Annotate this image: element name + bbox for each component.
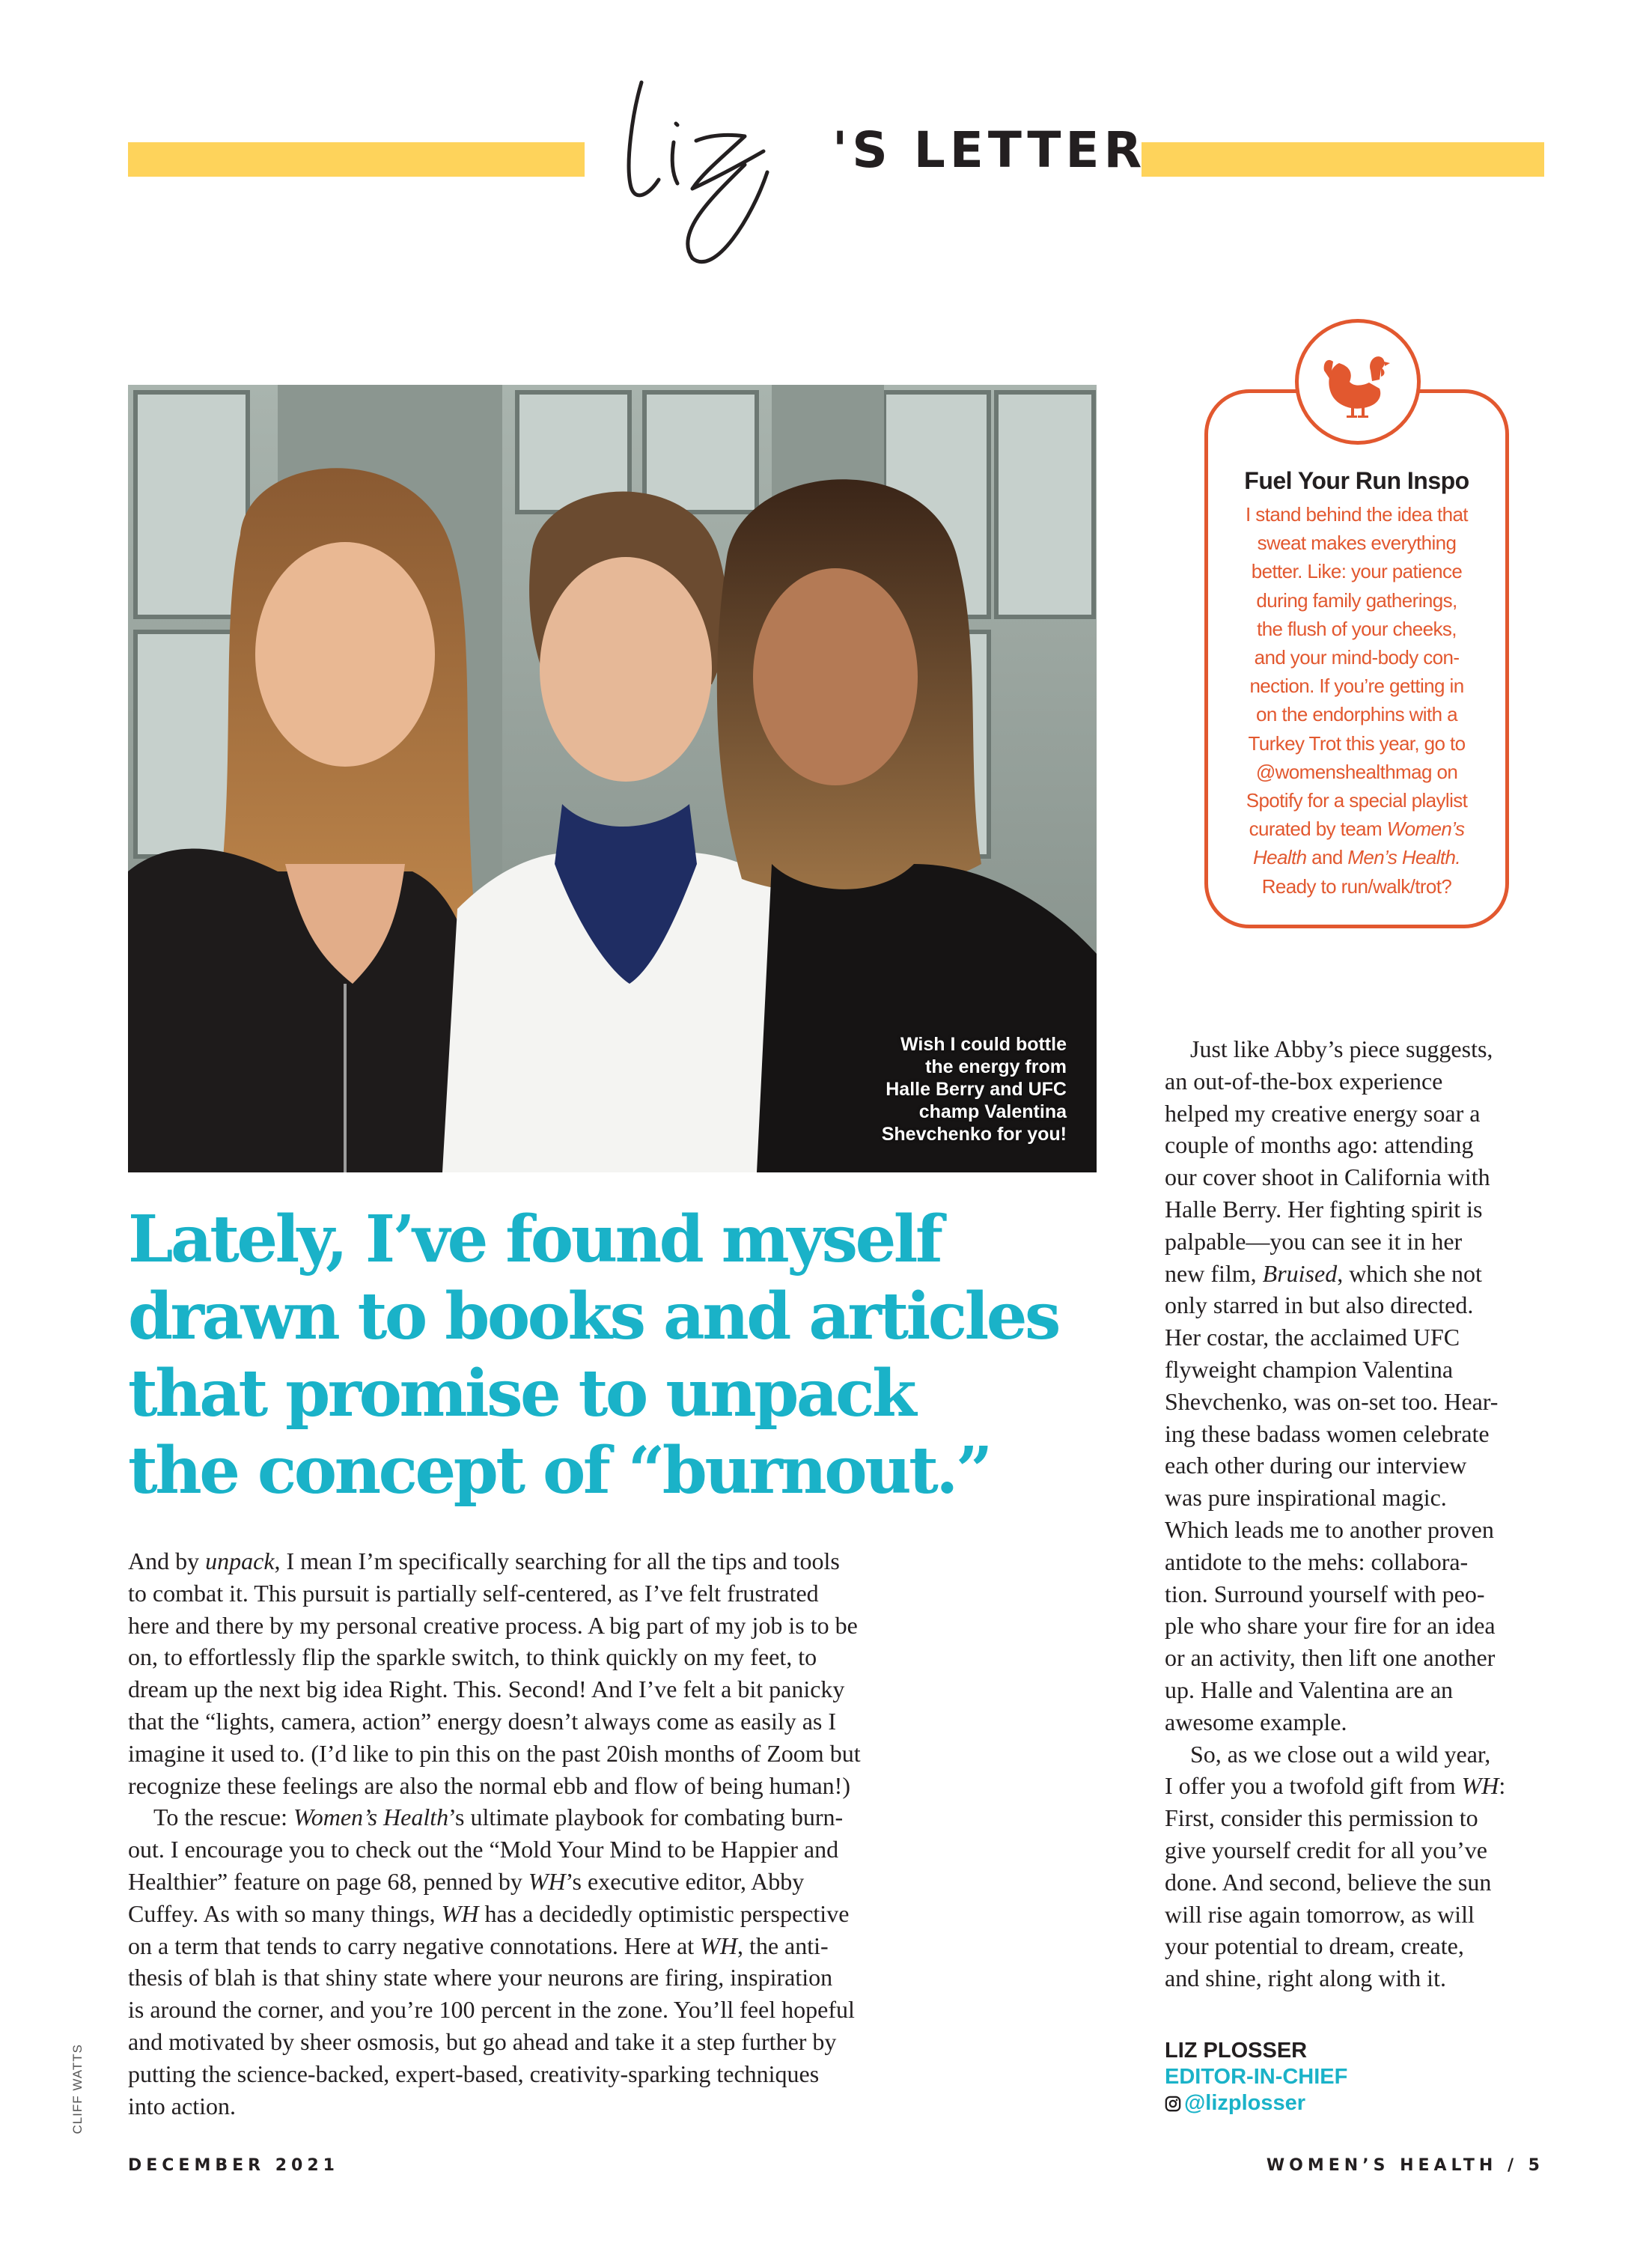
body-column-right: Just like Abby’s piece suggests, an out-of-the-box experience helped my creative energy soar a couple of months ago: attending our cover shoot in California with Halle Berry. Her fighting spirit is palpable—you can see it in her new film, Bruised, which she not only starred in but also directed. Her costar, the acclaimed UFC flyweight champion Valentina Shevchenko, was on-set too. Hear- ing these badass women celebrate each other during our interview was pure inspirational magic. Which leads me to another proven antidote to the mehs: collabora- tion. Surround yourself with peo- ple who share your fire for an idea or an activity, then lift one another up. Halle and Valentina are an awesome example. So, as we close out a wild year, I offer you a twofold gift from WH: First, consider this permission to give yourself credit for all you’ve done. And second, believe the sun will rise again tomorrow, as will your potential to dream, create, and shine, right along with it. xyxy=(1165,1035,1506,1992)
cover-shoot-photo xyxy=(128,385,1097,1172)
headline-line: that promise to unpack xyxy=(128,1356,915,1431)
editor-social-handle[interactable] xyxy=(1165,2090,1347,2116)
instagram-icon xyxy=(1165,2096,1181,2112)
footer-date: DECEMBER 2021 xyxy=(128,2156,339,2175)
photo-caption xyxy=(842,1033,1067,1145)
caption-line: the energy from xyxy=(925,1056,1067,1077)
caption-line: champ Valentina xyxy=(918,1101,1067,1122)
editor-name: LIZ PLOSSER xyxy=(1165,2039,1308,2063)
headline-line: the concept of “burnout.” xyxy=(128,1433,990,1509)
header-bar-right xyxy=(1142,142,1544,177)
signature-text: Liz xyxy=(603,52,604,53)
signature-logo xyxy=(603,52,827,270)
turkey-badge xyxy=(1295,319,1421,445)
turkey-icon xyxy=(1317,341,1399,423)
header-bar-left xyxy=(128,142,585,177)
signoff xyxy=(1165,2038,1347,2116)
sidebar-title: Fuel Your Run Inspo xyxy=(1244,467,1469,494)
editor-role: EDITOR-IN-CHIEF xyxy=(1165,2065,1348,2089)
headline-line: drawn to books and articles xyxy=(128,1279,1058,1354)
body-column-left: And by unpack, I mean I’m specifically searching for all the tips and tools to combat it. This pursuit is partially self-centered, as I’ve felt frustrated here and there by my personal creative process. A big part of my job is to be on, to effortlessly flip the sparkle switch, to think quickly on my feet, to dream up the next big idea Right. This. Second! And I’ve felt a bit panicky that the “lights, camera, action” energy doesn’t always come as easily as I imagine it used to. (I’d like to pin this on the past 20ish months of Zoom but recognize these feelings are also the normal ebb and flow of being human!) To the rescue: Women’s Health’s ultimate playbook for combating burn- out. I encourage you to check out the “Mold Your Mind to be Happier and Healthier” feature on page 68, penned by WH’s executive editor, Abby Cuffey. As with so many things, WH has a decidedly optimistic perspective on a term that tends to carry negative connotations. Here at WH, the anti- thesis of blah is that shiny state where your neurons are firing, inspiration is around the corner, and you’re 100 percent in the zone. You’ll feel hopeful and motivated by sheer osmosis, but go ahead and take it a step further by putting the science-backed, expert-based, creativity-sparking techniques into action. xyxy=(128,1547,861,2119)
caption-line: Shevchenko for you! xyxy=(881,1124,1067,1145)
header-title: 'S LETTER xyxy=(832,121,1147,179)
headline xyxy=(128,1201,1101,1509)
handle-text: @lizplosser xyxy=(1184,2091,1306,2115)
caption-line: Halle Berry and UFC xyxy=(886,1079,1067,1100)
caption-line: Wish I could bottle xyxy=(900,1034,1067,1055)
headline-line: Lately, I’ve found myself xyxy=(128,1202,941,1277)
photo-credit: CLIFF WATTS xyxy=(70,2044,85,2134)
footer-page-number: WOMEN’S HEALTH / 5 xyxy=(1266,2156,1544,2175)
sidebar-text: I stand behind the idea that sweat makes everything better. Like: your patience during family gatherings, the flush of your cheeks, and your mind-body con- nection. If you’re getting in on the endorphins with a Turkey Trot this year, go to @womenshealthmag on Spotify for a special playlist curated by team Women’s Health and Men’s Health. Ready to run/walk/trot? xyxy=(1246,503,1468,898)
